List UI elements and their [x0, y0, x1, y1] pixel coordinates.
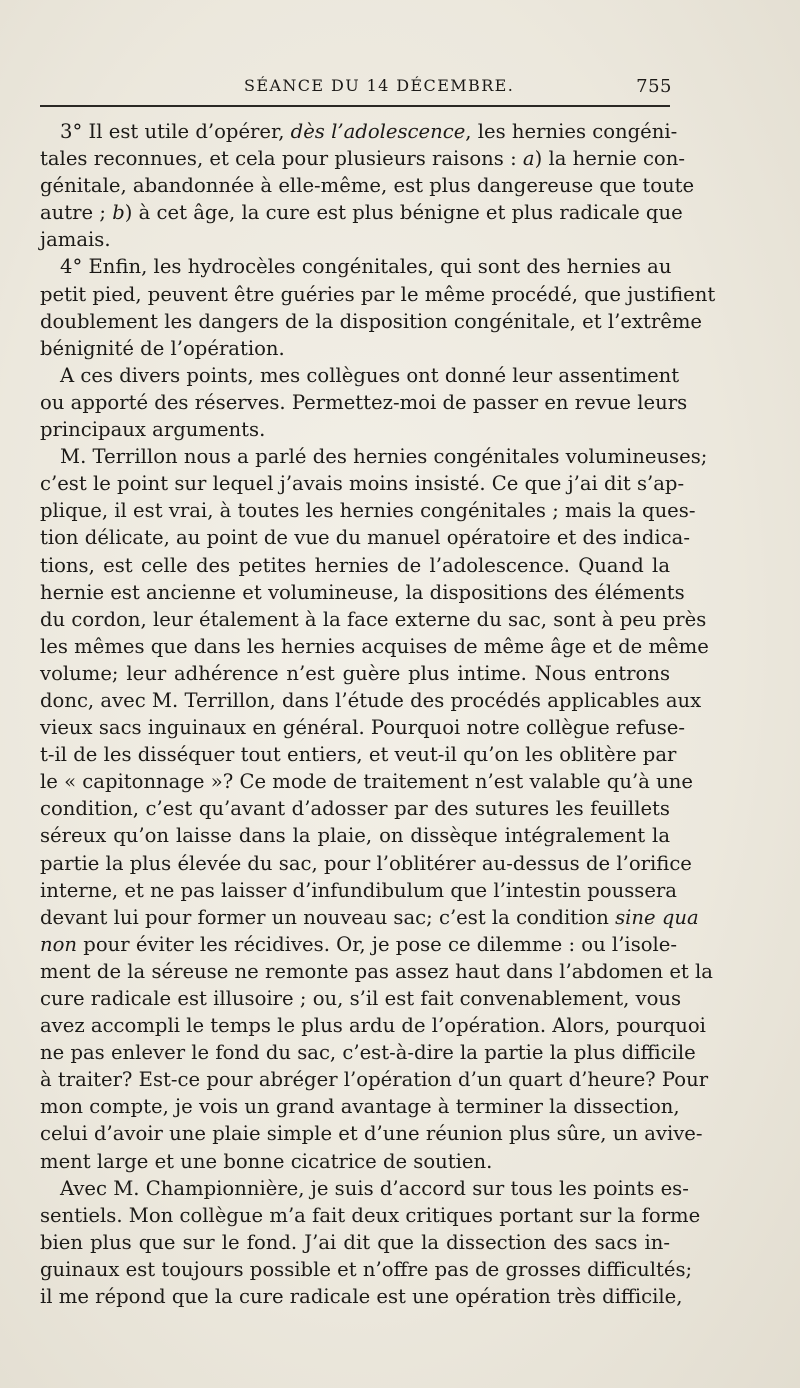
- text-line: autre ; b) à cet âge, la cure est plus bénigne et plus radicale que: [40, 201, 683, 225]
- text-line: le « capitonnage »? Ce mode de traitement n’est valable qu’à une: [40, 770, 693, 794]
- text-line: ou apporté des réserves. Permettez-moi de passer en revue leurs: [40, 390, 688, 414]
- text-line: ment large et une bonne cicatrice de soutien.: [40, 1149, 493, 1173]
- text-line: les mêmes que dans les hernies acquises de même âge et de même: [40, 634, 709, 658]
- text-line: mon compte, je vois un grand avantage à terminer la dissection,: [40, 1095, 680, 1119]
- text-line: bénignité de l’opération.: [40, 336, 285, 360]
- text-line: ne pas enlever le fond du sac, c’est-à-dire la partie la plus difficile: [40, 1041, 696, 1065]
- text-line: à traiter? Est-ce pour abréger l’opération d’un quart d’heure? Pour: [40, 1068, 709, 1092]
- body-text: [40, 118, 716, 1310]
- text-line: sentiels. Mon collègue m’a fait deux critiques portant sur la forme: [40, 1203, 701, 1227]
- text-line: cure radicale est illusoire ; ou, s’il est fait convenablement, vous: [40, 987, 682, 1010]
- text-line: bien plus que sur le fond. J’ai dit que la dissection des sacs in-: [40, 1230, 670, 1254]
- text-line: avez accompli le temps le plus ardu de l’opération. Alors, pourquoi: [40, 1014, 706, 1038]
- text-line: plique, il est vrai, à toutes les hernies congénitales ; mais la ques-: [40, 499, 696, 523]
- text-line: tions, est celle des petites hernies de l’adolescence. Quand la: [40, 553, 670, 577]
- text-line: génitale, abandonnée à elle-même, est plus dangereuse que toute: [40, 174, 695, 198]
- text-line: condition, c’est qu’avant d’adosser par des sutures les feuillets: [40, 797, 670, 821]
- text-line: t-il de les disséquer tout entiers, et veut-il qu’on les oblitère par: [40, 743, 677, 767]
- text-line: du cordon, leur étalement à la face externe du sac, sont à peu près: [40, 607, 707, 631]
- page-number: 755: [636, 76, 672, 97]
- text-line: volume; leur adhérence n’est guère plus intime. Nous entrons: [40, 661, 670, 685]
- text-line: séreux qu’on laisse dans la plaie, on dissèque intégralement la: [40, 824, 670, 848]
- running-title: SÉANCE DU 14 DÉCEMBRE.: [244, 76, 515, 95]
- text-line: c’est le point sur lequel j’avais moins insisté. Ce que j’ai dit s’ap-: [40, 472, 685, 496]
- text-line: A ces divers points, mes collègues ont donné leur assentiment: [60, 363, 680, 387]
- text-line: jamais.: [40, 228, 111, 252]
- text-line: principaux arguments.: [40, 418, 266, 442]
- text-line: tales reconnues, et cela pour plusieurs raisons : a) la hernie con-: [40, 147, 685, 171]
- text-line: partie la plus élevée du sac, pour l’oblitérer au-dessus de l’orifice: [40, 851, 692, 875]
- text-line: tion délicate, au point de vue du manuel opératoire et des indica-: [40, 526, 690, 550]
- text-line: donc, avec M. Terrillon, dans l’étude des procédés applicables aux: [40, 688, 702, 712]
- text-line: M. Terrillon nous a parlé des hernies congénitales volumineuses;: [60, 445, 708, 469]
- text-line: 3° Il est utile d’opérer, dès l’adolescence, les hernies congéni-: [60, 120, 678, 143]
- text-line: petit pied, peuvent être guéries par le même procédé, que justifient: [40, 282, 716, 306]
- text-line: ment de la séreuse ne remonte pas assez haut dans l’abdomen et la: [40, 959, 713, 983]
- text-line: guinaux est toujours possible et n’offre pas de grosses difficultés;: [40, 1257, 693, 1281]
- text-line: il me répond que la cure radicale est une opération très difficile,: [40, 1285, 683, 1309]
- text-line: doublement les dangers de la disposition congénitale, et l’extrême: [40, 309, 703, 333]
- text-line: devant lui pour former un nouveau sac; c’est la condition sine qua: [40, 905, 699, 929]
- text-line: 4° Enfin, les hydrocèles congénitales, qui sont des hernies au: [60, 255, 672, 279]
- text-line: celui d’avoir une plaie simple et d’une réunion plus sûre, un avive-: [40, 1122, 703, 1146]
- header-rule: [40, 105, 670, 107]
- page-header: [40, 76, 672, 102]
- text-line: vieux sacs inguinaux en général. Pourquoi notre collègue refuse-: [40, 716, 685, 740]
- text-line: hernie est ancienne et volumineuse, la dispositions des éléments: [40, 580, 685, 604]
- text-line: interne, et ne pas laisser d’infundibulum que l’intestin poussera: [40, 878, 677, 902]
- text-line: non pour éviter les récidives. Or, je pose ce dilemme : ou l’isole-: [40, 932, 678, 956]
- text-line: Avec M. Championnière, je suis d’accord sur tous les points es-: [60, 1176, 689, 1200]
